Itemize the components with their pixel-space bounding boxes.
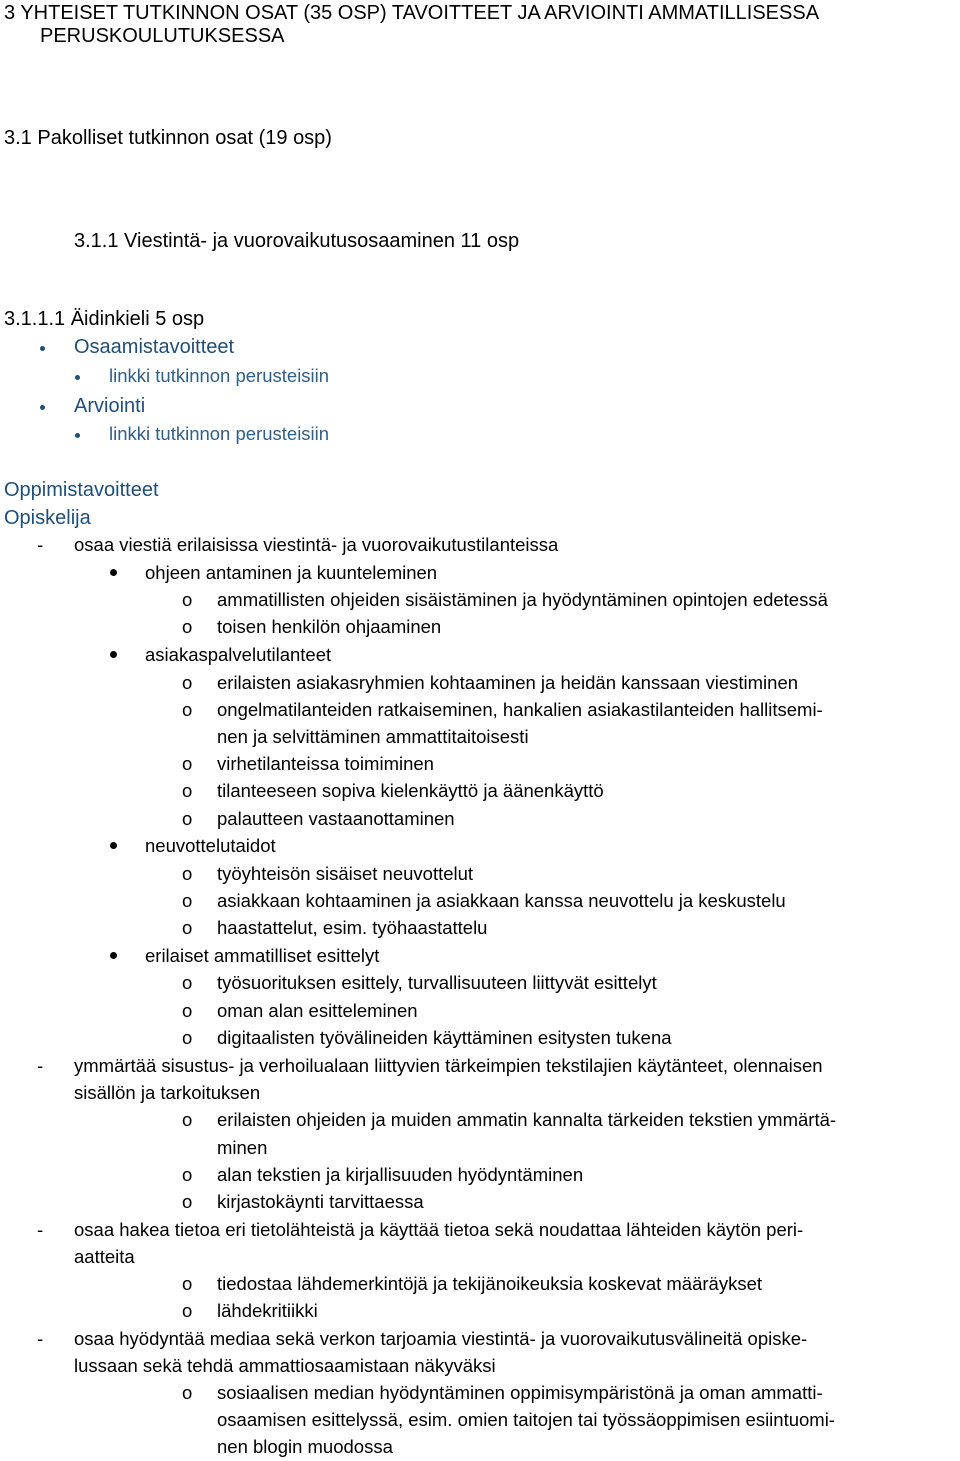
circle-marker: o <box>182 699 193 720</box>
goal-item-continued: aatteita <box>74 1246 135 1267</box>
sub-item: erilaisten asiakasryhmien kohtaaminen ja heidän kanssaan viestiminen <box>217 672 799 693</box>
circle-marker: o <box>182 1300 193 1321</box>
sub-item-continued: osaamisen esittelyssä, esim. omien taitojen tai työssäoppimisen esiintuomi- <box>217 1409 835 1430</box>
sub-item-continued: minen <box>217 1137 268 1158</box>
sub-item: erilaisten ohjeiden ja muiden ammatin kannalta tärkeiden tekstien ymmärtä- <box>217 1109 837 1130</box>
circle-marker: o <box>182 780 193 801</box>
goal-item: osaa viestiä erilaisissa viestintä- ja vuorovaikutustilanteissa <box>74 534 559 555</box>
opiskelija-label: Opiskelija <box>4 507 91 529</box>
bullet-icon <box>40 405 45 410</box>
sub-item: tiedostaa lähdemerkintöjä ja tekijänoikeuksia koskevat määräykset <box>217 1273 763 1294</box>
bullet-icon <box>110 651 117 658</box>
bullet-item: neuvottelutaidot <box>145 835 276 856</box>
osaamistavoitteet-label: Osaamistavoitteet <box>74 336 235 358</box>
circle-marker: o <box>182 890 193 911</box>
bullet-icon <box>75 433 80 438</box>
sub-item: digitaalisten työvälineiden käyttäminen esitysten tukena <box>217 1027 672 1048</box>
arviointi-label: Arviointi <box>74 395 146 417</box>
sub-item: kirjastokäynti tarvittaessa <box>217 1191 424 1212</box>
section-heading-3-1-1: 3.1.1 Viestintä- ja vuorovaikutusosaaminen 11 osp <box>74 230 520 252</box>
sub-item-continued: nen ja selvittäminen ammattitaitoisesti <box>217 726 529 747</box>
sub-item: virhetilanteissa toimiminen <box>217 753 434 774</box>
circle-marker: o <box>182 1109 193 1130</box>
circle-marker: o <box>182 616 193 637</box>
sub-item: ongelmatilanteiden ratkaiseminen, hankalien asiakastilanteiden hallitsemi- <box>217 699 823 720</box>
circle-marker: o <box>182 1027 193 1048</box>
sub-item: toisen henkilön ohjaaminen <box>217 616 442 637</box>
oppimistavoitteet-heading: Oppimistavoitteet <box>4 479 159 501</box>
circle-marker: o <box>182 589 193 610</box>
main-heading-line2: PERUSKOULUTUKSESSA <box>40 25 285 47</box>
section-heading-3-1-1-1: 3.1.1.1 Äidinkieli 5 osp <box>4 308 205 330</box>
circle-marker: o <box>182 972 193 993</box>
circle-marker: o <box>182 1273 193 1294</box>
section-heading-3-1: 3.1 Pakolliset tutkinnon osat (19 osp) <box>4 127 332 149</box>
goal-item-continued: sisällön ja tarkoituksen <box>74 1082 261 1103</box>
dash-marker: - <box>37 534 44 555</box>
circle-marker: o <box>182 672 193 693</box>
bullet-item: erilaiset ammatilliset esittelyt <box>145 945 380 966</box>
dash-marker: - <box>37 1219 44 1240</box>
goal-item-continued: lussaan sekä tehdä ammattiosaamistaan näkyväksi <box>74 1355 496 1376</box>
link-tutkinnon-perusteisiin-1[interactable]: linkki tutkinnon perusteisiin <box>109 365 330 386</box>
circle-marker: o <box>182 917 193 938</box>
sub-item: asiakkaan kohtaaminen ja asiakkaan kanssa neuvottelu ja keskustelu <box>217 890 786 911</box>
circle-marker: o <box>182 1382 193 1403</box>
circle-marker: o <box>182 1191 193 1212</box>
sub-item: alan tekstien ja kirjallisuuden hyödyntäminen <box>217 1164 584 1185</box>
bullet-icon <box>40 346 45 351</box>
goal-item: osaa hakea tietoa eri tietolähteistä ja käyttää tietoa sekä noudattaa lähteiden käytön peri- <box>74 1219 804 1240</box>
bullet-icon <box>110 952 117 959</box>
bullet-item: ohjeen antaminen ja kuunteleminen <box>145 562 438 583</box>
circle-marker: o <box>182 863 193 884</box>
goal-item: osaa hyödyntää mediaa sekä verkon tarjoamia viestintä- ja vuorovaikutusvälineitä opiske- <box>74 1328 808 1349</box>
sub-item: palautteen vastaanottaminen <box>217 808 455 829</box>
dash-marker: - <box>37 1055 44 1076</box>
dash-marker: - <box>37 1328 44 1349</box>
circle-marker: o <box>182 1000 193 1021</box>
circle-marker: o <box>182 1164 193 1185</box>
sub-item: oman alan esitteleminen <box>217 1000 418 1021</box>
sub-item: työsuorituksen esittely, turvallisuuteen liittyvät esittelyt <box>217 972 657 993</box>
sub-item: tilanteeseen sopiva kielenkäyttö ja äänenkäyttö <box>217 780 604 801</box>
circle-marker: o <box>182 808 193 829</box>
bullet-icon <box>110 842 117 849</box>
bullet-icon <box>75 375 80 380</box>
link-tutkinnon-perusteisiin-2[interactable]: linkki tutkinnon perusteisiin <box>109 423 330 444</box>
sub-item-continued: nen blogin muodossa <box>217 1436 393 1457</box>
main-heading-line1: 3 YHTEISET TUTKINNON OSAT (35 OSP) TAVOITTEET JA ARVIOINTI AMMATILLISESSA <box>4 2 820 24</box>
circle-marker: o <box>182 753 193 774</box>
sub-item: haastattelut, esim. työhaastattelu <box>217 917 488 938</box>
goal-item: ymmärtää sisustus- ja verhoilualaan liittyvien tärkeimpien tekstilajien käytänteet, olennaisen <box>74 1055 823 1076</box>
sub-item: sosiaalisen median hyödyntäminen oppimisympäristönä ja oman ammatti- <box>217 1382 823 1403</box>
sub-item: lähdekritiikki <box>217 1300 318 1321</box>
bullet-icon <box>110 569 117 576</box>
sub-item: ammatillisten ohjeiden sisäistäminen ja hyödyntäminen opintojen edetessä <box>217 589 828 610</box>
bullet-item: asiakaspalvelutilanteet <box>145 644 332 665</box>
sub-item: työyhteisön sisäiset neuvottelut <box>217 863 474 884</box>
